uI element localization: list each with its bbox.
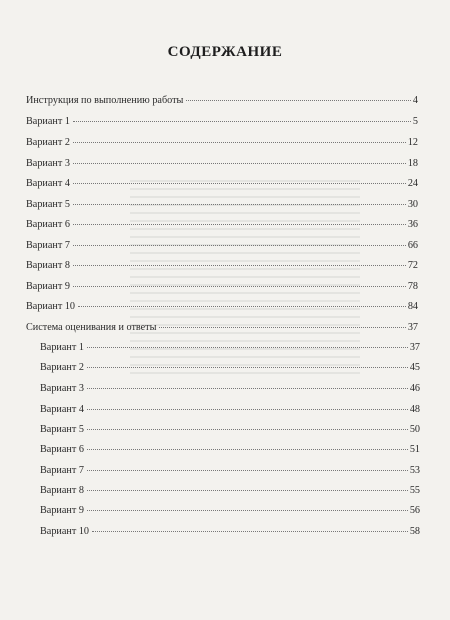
dot-leader [73, 121, 411, 122]
dot-leader [73, 183, 406, 184]
dot-leader [73, 142, 406, 143]
toc-page-number: 66 [407, 240, 418, 251]
toc-entry [26, 158, 418, 170]
toc-subentry [40, 342, 420, 354]
toc-entry-label: Вариант 5 [26, 199, 70, 210]
toc-entry-label: Вариант 3 [40, 383, 84, 394]
toc-entry-label: Вариант 8 [26, 260, 70, 271]
toc-page-number: 18 [407, 158, 418, 169]
dot-leader [73, 265, 406, 266]
toc-page-number: 58 [409, 526, 420, 537]
toc-entry-label: Вариант 7 [26, 240, 70, 251]
toc-subentry [40, 404, 420, 416]
toc-page-number: 53 [409, 465, 420, 476]
dot-leader [73, 286, 406, 287]
toc-page-number: 48 [409, 404, 420, 415]
toc-entry [26, 199, 418, 211]
toc-subentry [40, 362, 420, 374]
toc-page-number: 78 [407, 281, 418, 292]
toc-entry-label: Вариант 1 [26, 116, 70, 127]
toc-entry-label: Вариант 10 [40, 526, 90, 537]
toc-entry-label: Вариант 5 [40, 424, 84, 435]
dot-leader [73, 204, 406, 205]
toc-page-number: 46 [409, 383, 420, 394]
page-title: СОДЕРЖАНИЕ [167, 44, 283, 60]
toc-page-number: 84 [407, 301, 418, 312]
toc-subentry [40, 485, 420, 497]
toc-entry-label: Инструкция по выполнению работы [26, 95, 184, 106]
toc-page-number: 45 [409, 362, 420, 373]
toc-page-number: 4 [412, 95, 418, 106]
toc-page-number: 12 [407, 137, 418, 148]
toc-subentry [40, 465, 420, 477]
dot-leader [87, 510, 408, 511]
dot-leader [87, 429, 408, 430]
dot-leader [73, 224, 406, 225]
dot-leader [87, 367, 408, 368]
dot-leader [87, 347, 408, 348]
toc-entry-label: Вариант 4 [26, 178, 70, 189]
toc-page-number: 36 [407, 219, 418, 230]
dot-leader [87, 388, 408, 389]
toc-entry [26, 260, 418, 272]
toc-page-number: 72 [407, 260, 418, 271]
toc-page-number: 51 [409, 444, 420, 455]
toc-entry-label: Вариант 9 [40, 505, 84, 516]
toc-entry [26, 137, 418, 149]
toc-entry [26, 95, 418, 107]
toc-entry-label: Вариант 1 [40, 342, 84, 353]
toc-subentry [40, 505, 420, 517]
dot-leader [186, 100, 411, 101]
dot-leader [78, 306, 406, 307]
toc-entry-label: Вариант 3 [26, 158, 70, 169]
toc-entry-label: Вариант 7 [40, 465, 84, 476]
toc-entry-label: Вариант 9 [26, 281, 70, 292]
toc-page-number: 30 [407, 199, 418, 210]
dot-leader [92, 531, 408, 532]
toc-entry-label: Вариант 2 [26, 137, 70, 148]
toc-entry-label: Вариант 10 [26, 301, 76, 312]
toc-page-number: 37 [407, 322, 418, 333]
dot-leader [87, 470, 408, 471]
toc-entry [26, 219, 418, 231]
dot-leader [87, 449, 408, 450]
toc-entry-label: Вариант 2 [40, 362, 84, 373]
dot-leader [73, 245, 406, 246]
toc-page-number: 24 [407, 178, 418, 189]
toc-page-number: 37 [409, 342, 420, 353]
toc-entry-label: Вариант 8 [40, 485, 84, 496]
toc-entry [26, 281, 418, 293]
toc-page-number: 5 [412, 116, 418, 127]
toc-entry-label: Вариант 6 [26, 219, 70, 230]
toc-entry-label: Система оценивания и ответы [26, 322, 157, 333]
dot-leader [87, 409, 408, 410]
toc-entry [26, 301, 418, 313]
dot-leader [87, 490, 408, 491]
toc-subentry [40, 424, 420, 436]
dot-leader [73, 163, 406, 164]
toc-page-number: 55 [409, 485, 420, 496]
toc-entry [26, 178, 418, 190]
toc-entry [26, 322, 418, 334]
toc-entry-label: Вариант 6 [40, 444, 84, 455]
toc-subentry [40, 383, 420, 395]
toc-subentry [40, 526, 420, 538]
toc-entry [26, 240, 418, 252]
toc-entry [26, 116, 418, 128]
toc-entry-label: Вариант 4 [40, 404, 84, 415]
toc-subentry [40, 444, 420, 456]
toc-page-number: 50 [409, 424, 420, 435]
dot-leader [159, 327, 405, 328]
toc-page-number: 56 [409, 505, 420, 516]
